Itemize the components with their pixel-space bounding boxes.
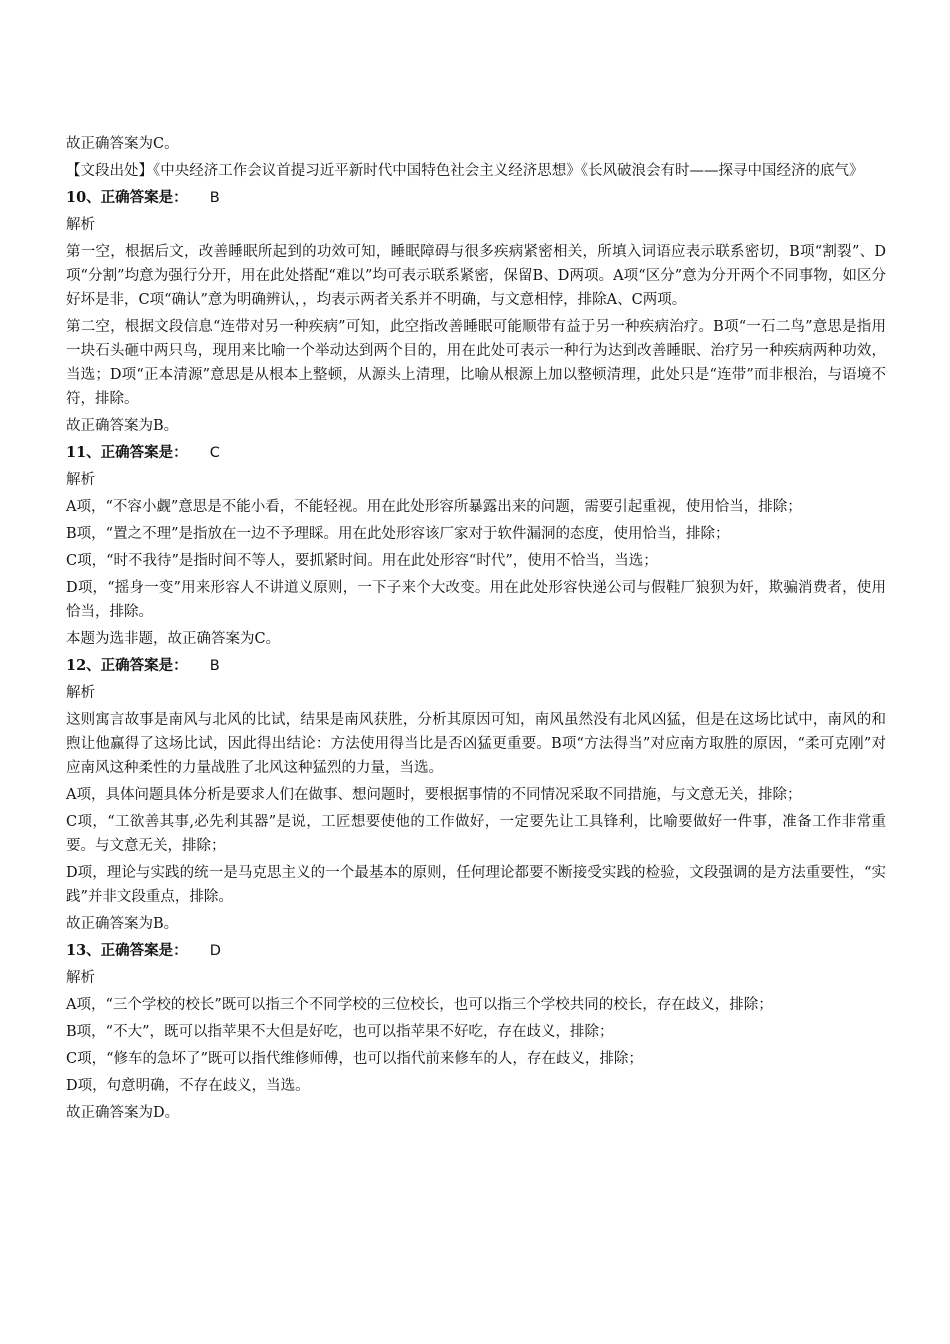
- q12-option-c: C项，“工欲善其事,必先利其器”是说，工匠想要使他的工作做好，一定要先让工具锋利，比喻要做好一件事，准备工作非常重要。与文意无关，排除；: [66, 814, 886, 854]
- q12-answer: B: [209, 658, 220, 674]
- q10-conclusion: 故正确答案为B。: [66, 418, 179, 434]
- intro-answer: 故正确答案为C。: [66, 136, 179, 152]
- q11-label: 解析: [66, 472, 95, 488]
- q13-title: 13、正确答案是：: [66, 942, 188, 959]
- q13-option-a: A项，“三个学校的校长”既可以指三个不同学校的三位校长，也可以指三个学校共同的校长，存在歧义，排除；: [66, 997, 773, 1013]
- q11-option-b: B项，“置之不理”是指放在一边不予理睬。用在此处形容该厂家对于软件漏洞的态度，使用恰当，排除；: [66, 526, 730, 542]
- q12-title: 12、正确答案是：: [66, 657, 188, 674]
- document-page: [66, 132, 886, 1128]
- q12-header: [66, 654, 886, 678]
- q13-option-d: D项，句意明确，不存在歧义，当选。: [66, 1078, 310, 1094]
- q12-option-a: A项，具体问题具体分析是要求人们在做事、想问题时，要根据事情的不同情况采取不同措施，与文意无关，排除；: [66, 787, 802, 803]
- q12-option-d: D项，理论与实践的统一是马克思主义的一个最基本的原则，任何理论都要不断接受实践的检验，文段强调的是方法重要性，“实践”并非文段重点，排除。: [66, 865, 886, 905]
- q13-label: 解析: [66, 970, 95, 986]
- q10-answer: B: [209, 190, 220, 206]
- q13-option-c: C项，“修车的急坏了”既可以指代维修师傅，也可以指代前来修车的人，存在歧义，排除；: [66, 1051, 643, 1067]
- q12-label: 解析: [66, 685, 95, 701]
- q11-answer: C: [209, 445, 220, 461]
- q12-conclusion: 故正确答案为B。: [66, 916, 179, 932]
- q13-conclusion: 故正确答案为D。: [66, 1105, 180, 1121]
- q11-header: [66, 441, 886, 465]
- q10-paragraph-2: 第二空，根据文段信息“连带对另一种疾病”可知，此空指改善睡眠可能顺带有益于另一种疾病治疗。B项“一石二鸟”意思是指用一块石头砸中两只鸟，现用来比喻一个举动达到两个目的，用在此处可表示一种行为达到改善睡眠、治疗另一种疾病两种功效，当选；D项“正本清源”意思是从根本上整顿，从源头上清理，比喻从根源上加以整顿清理，此处只是“连带”而非根治，与语境不符，排除。: [66, 319, 886, 407]
- q10-title: 10、正确答案是：: [66, 189, 188, 206]
- q11-title: 11、正确答案是：: [66, 444, 188, 461]
- source-citation: 【文段出处】《中央经济工作会议首提习近平新时代中国特色社会主义经济思想》《长风破浪会有时——探寻中国经济的底气》: [66, 163, 864, 179]
- q11-option-c: C项，“时不我待”是指时间不等人，要抓紧时间。用在此处形容“时代”，使用不恰当，当选；: [66, 553, 658, 569]
- q10-paragraph-1: 第一空，根据后文，改善睡眠所起到的功效可知，睡眠障碍与很多疾病紧密相关，所填入词语应表示联系密切，B项“割裂”、D项“分割”均意为强行分开，用在此处搭配“难以”均可表示联系紧密，保留B、D两项。A项“区分”意为分开两个不同事物，如区分好坏是非，C项“确认”意为明确辨认，，均表示两者关系并不明确，与文意相悖，排除A、C两项。: [66, 244, 886, 308]
- q10-label: 解析: [66, 217, 95, 233]
- q11-conclusion: 本题为选非题，故正确答案为C。: [66, 631, 281, 647]
- q13-header: [66, 939, 886, 963]
- q10-header: [66, 186, 886, 210]
- q12-paragraph-1: 这则寓言故事是南风与北风的比试，结果是南风获胜，分析其原因可知，南风虽然没有北风凶猛，但是在这场比试中，南风的和煦让他赢得了这场比试，因此得出结论：方法使用得当比是否凶猛更重要。B项“方法得当”对应南方取胜的原因，“柔可克刚”对应南风这种柔性的力量战胜了北风这种猛烈的力量，当选。: [66, 712, 886, 776]
- q13-option-b: B项，“不大”，既可以指苹果不大但是好吃，也可以指苹果不好吃，存在歧义，排除；: [66, 1024, 614, 1040]
- q11-option-a: A项，“不容小觑”意思是不能小看，不能轻视。用在此处形容所暴露出来的问题，需要引起重视，使用恰当，排除；: [66, 499, 802, 515]
- q13-answer: D: [209, 943, 221, 959]
- q11-option-d: D项，“摇身一变”用来形容人不讲道义原则，一下子来个大改变。用在此处形容快递公司与假鞋厂狼狈为奸，欺骗消费者，使用恰当，排除。: [66, 580, 886, 620]
